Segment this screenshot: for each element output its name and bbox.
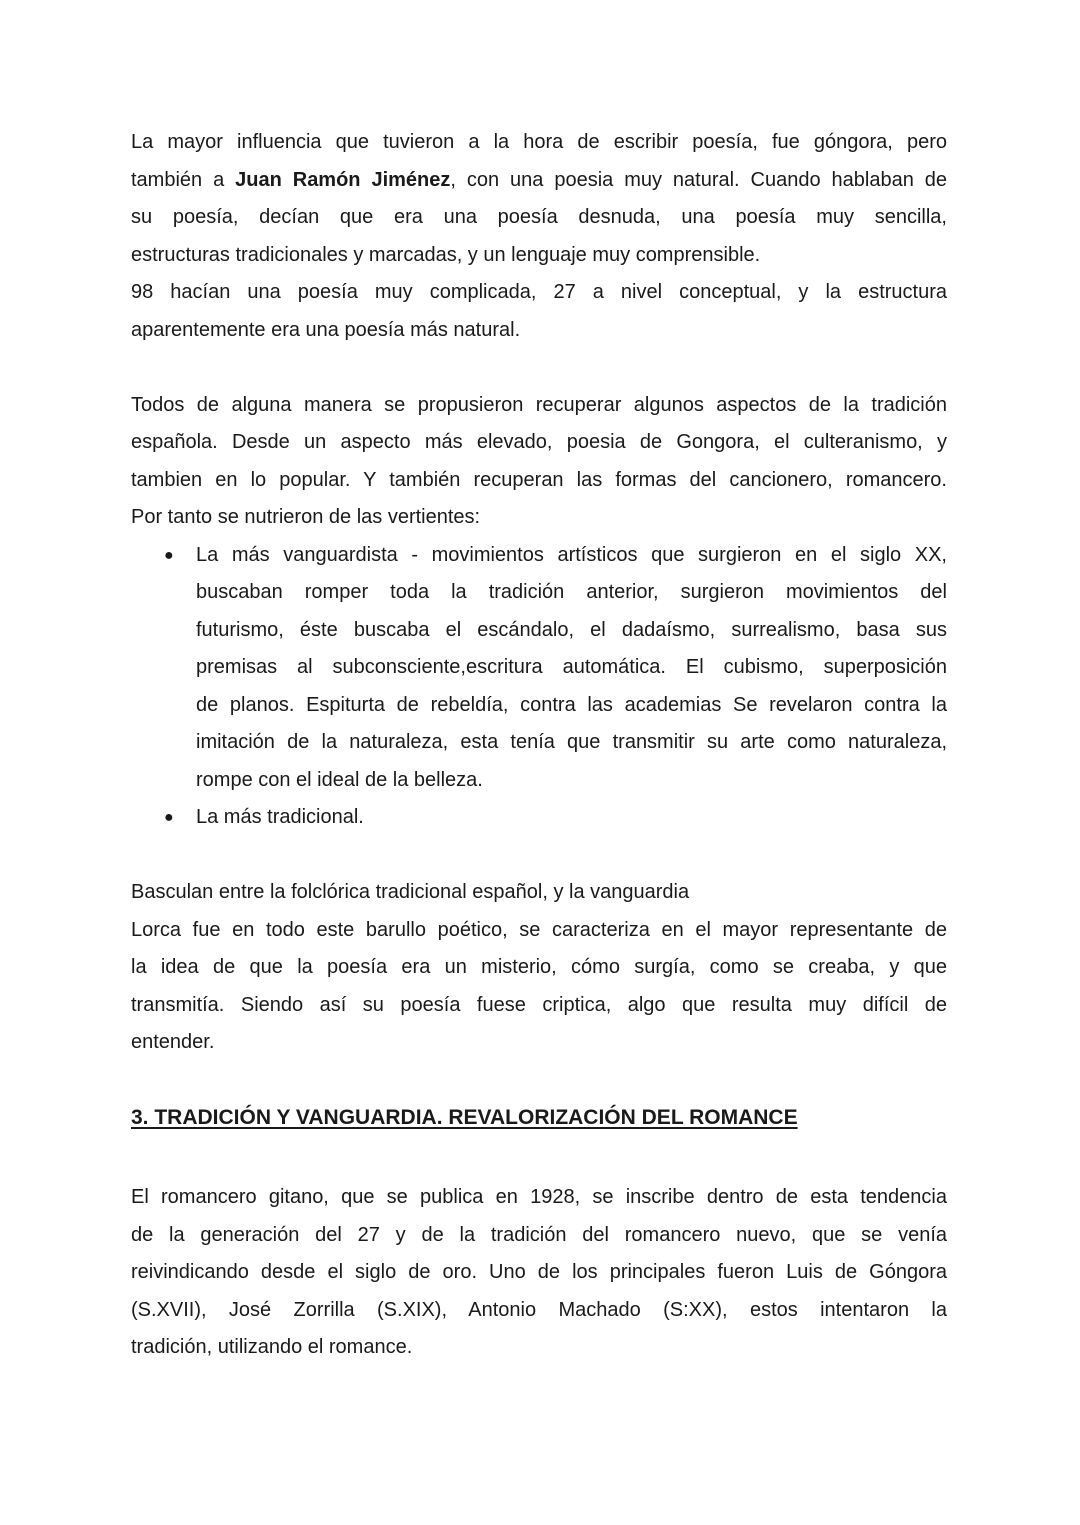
text-line: (S.XVII), José Zorrilla (S.XIX), Antonio Machado (S:XX), estos intentaron la bbox=[131, 1298, 947, 1321]
text-line: Basculan entre la folclórica tradicional español, y la vanguardia bbox=[131, 881, 690, 903]
bullet-icon: ● bbox=[164, 809, 174, 826]
text-line: premisas al subconsciente,escritura automática. El cubismo, superposición bbox=[196, 656, 947, 678]
bullet-icon: ● bbox=[164, 546, 174, 564]
list-item-tradicional bbox=[164, 799, 947, 837]
text-line: Por tanto se nutrieron de las vertientes: bbox=[131, 506, 481, 528]
text-line: tradición, utilizando el romance. bbox=[131, 1336, 413, 1358]
text-line: La más tradicional. bbox=[196, 806, 364, 828]
text-line: 98 hacían una poesía muy complicada, 27 a nivel conceptual, y la estructura bbox=[131, 281, 947, 303]
text-line: estructuras tradicionales y marcadas, y un lenguaje muy comprensible. bbox=[131, 243, 761, 266]
bold-name: Juan Ramón Jiménez bbox=[235, 168, 451, 191]
text-line: La más vanguardista - movimientos artísticos que surgieron en el siglo XX, bbox=[196, 543, 947, 566]
text-line: de planos. Espiturta de rebeldía, contra las academias Se revelaron contra la bbox=[196, 693, 947, 716]
paragraph-tradition bbox=[131, 387, 947, 537]
text-line: aparentemente era una poesía más natural. bbox=[131, 318, 521, 341]
text-line: rompe con el ideal de la belleza. bbox=[196, 768, 483, 791]
text-line: tambien en lo popular. Y también recuperan las formas del cancionero, romancero. bbox=[131, 468, 947, 491]
document-page bbox=[131, 124, 947, 1367]
list-item-vanguardista bbox=[164, 537, 947, 800]
text-line: su poesía, decían que era una poesía desnuda, una poesía muy sencilla, bbox=[131, 206, 947, 228]
text-line: futurismo, éste buscaba el escándalo, el dadaísmo, surrealismo, basa sus bbox=[196, 618, 947, 641]
paragraph-lorca bbox=[131, 874, 947, 1062]
text-line: entender. bbox=[131, 1031, 215, 1053]
text-line: de la generación del 27 y de la tradición del romancero nuevo, que se venía bbox=[131, 1223, 947, 1246]
text-span: también a bbox=[131, 168, 236, 191]
section-heading: 3. TRADICIÓN Y VANGUARDIA. REVALORIZACIÓN DEL ROMANCE bbox=[131, 1106, 798, 1129]
text-line: Todos de alguna manera se propusieron recuperar algunos aspectos de la tradición bbox=[131, 393, 947, 416]
text-line: transmitía. Siendo así su poesía fuese criptica, algo que resulta muy difícil de bbox=[131, 993, 947, 1016]
text-line: buscaban romper toda la tradición anterior, surgieron movimientos del bbox=[196, 581, 947, 603]
text-line: La mayor influencia que tuvieron a la hora de escribir poesía, fue góngora, pero bbox=[131, 131, 947, 153]
bullet-list bbox=[131, 537, 947, 837]
text-line: imitación de la naturaleza, esta tenía que transmitir su arte como naturaleza, bbox=[196, 731, 947, 753]
text-line: El romancero gitano, que se publica en 1928, se inscribe dentro de esta tendencia bbox=[131, 1186, 947, 1208]
paragraph-romancero bbox=[131, 1179, 947, 1367]
text-span: , con una poesia muy natural. Cuando hablaban de bbox=[450, 168, 947, 191]
text-line: española. Desde un aspecto más elevado, poesia de Gongora, el culteranismo, y bbox=[131, 431, 947, 453]
paragraph-influences bbox=[131, 124, 947, 349]
text-line: reivindicando desde el siglo de oro. Uno de los principales fueron Luis de Góngora bbox=[131, 1261, 947, 1283]
text-line bbox=[131, 162, 947, 200]
text-line: la idea de que la poesía era un misterio, cómo surgía, como se creaba, y que bbox=[131, 956, 947, 978]
text-line: Lorca fue en todo este barullo poético, se caracteriza en el mayor representante de bbox=[131, 918, 947, 941]
